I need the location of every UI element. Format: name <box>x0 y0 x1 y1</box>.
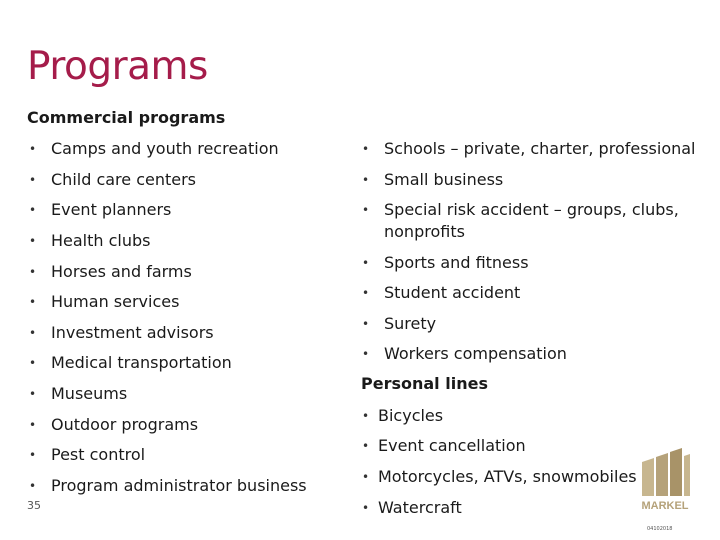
bullet: • <box>29 265 37 279</box>
bullet: • <box>362 501 370 515</box>
bullet: • <box>362 409 370 423</box>
bullet: • <box>362 173 370 187</box>
logo-text: MARKEL <box>641 500 689 512</box>
bullet: • <box>29 356 37 370</box>
bullet: • <box>29 234 37 248</box>
bullet: • <box>29 295 37 309</box>
bullet: • <box>362 203 370 217</box>
page-number: 35 <box>27 499 41 512</box>
bullet: • <box>29 326 37 340</box>
bullet: • <box>362 347 370 361</box>
slide-title: Programs <box>27 44 208 89</box>
bullet: • <box>362 256 370 270</box>
bullet: • <box>29 173 37 187</box>
footer-code: 04102018 <box>647 526 673 532</box>
bullet: • <box>362 142 370 156</box>
bullet: • <box>29 387 37 401</box>
bullet: • <box>362 286 370 300</box>
bullet: • <box>29 418 37 432</box>
bullet: • <box>29 203 37 217</box>
commercial-programs-heading: Commercial programs <box>27 108 226 127</box>
bullet: • <box>29 448 37 462</box>
bullet: • <box>362 317 370 331</box>
bullet: • <box>29 142 37 156</box>
bullet: • <box>362 470 370 484</box>
markel-building-logo-icon <box>640 448 692 512</box>
personal-lines-heading: Personal lines <box>361 374 488 393</box>
bullet: • <box>362 439 370 453</box>
bullet: • <box>29 479 37 493</box>
